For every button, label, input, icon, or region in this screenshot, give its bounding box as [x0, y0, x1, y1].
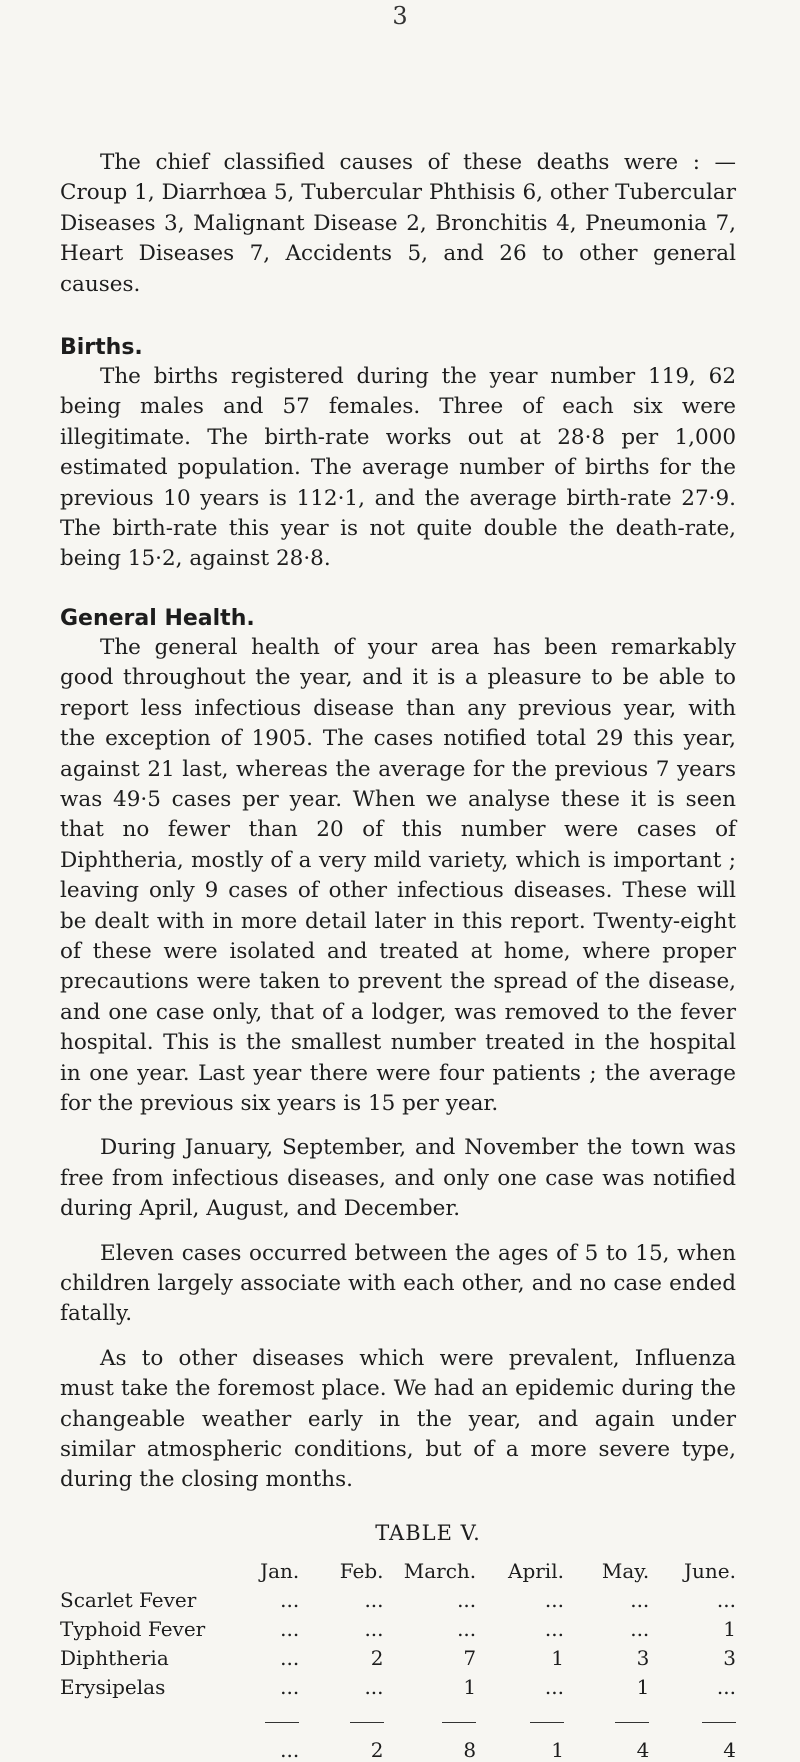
- table-cell: ...: [544, 1587, 564, 1612]
- table-title: TABLE V.: [375, 1520, 481, 1545]
- column-header: April.: [508, 1558, 564, 1583]
- births-paragraph: The births registered during the year number 119, 62 being males and 57 females. Three of each six were illegitimate. The birth-rate works out at 28·8 per 1,000 estimated population. The average number of births for the previous 10 years is 112·1, and the average birth-rate 27·9. The birth-rate this year is not quite double the death-rate, being 15·2, against 28·8.: [60, 364, 736, 572]
- births-heading: Births.: [60, 335, 143, 361]
- table-cell: 3: [636, 1645, 650, 1670]
- general-health-heading: General Health.: [60, 605, 255, 631]
- table-rule-row: [60, 1699, 736, 1728]
- table-cell: 1: [723, 1616, 736, 1641]
- row-label: Typhoid Fever: [60, 1616, 206, 1641]
- row-label: Diphtheria: [60, 1645, 169, 1670]
- table-cell: 1: [551, 1645, 564, 1670]
- table-cell: ...: [630, 1587, 650, 1612]
- table-rule: [649, 1699, 736, 1728]
- total-cell: 2: [370, 1737, 384, 1762]
- general-health-paragraph: As to other diseases which were prevalent, Influenza must take the foremost place. We had an epidemic during the changeable weather early in the year, and again under similar atmospheric conditions, but of a more severe type, during the closing months.: [60, 1345, 736, 1493]
- general-health-paragraph: The general health of your area has been remarkably good throughout the year, and it is a pleasure to be able to report less infectious disease than any previous year, with the exception of 1905. The cases notified total 29 this year, against 21 last, whereas the average for the previous 7 years was 49·5 cases per year. When we analyse these it is seen that no fewer than 20 of this number were cases of Diphtheria, mostly of a very mild variety, which is important ; leaving only 9 cases of other infectious diseases. These will be dealt with in more detail later in this report. Twenty-eight of these were isolated and treated at home, where proper precautions were taken to prevent the spread of the disease, and one case only, that of a lodger, was removed to the fever hospital. This is the smallest number treated in the hospital in one year. Last year there were four patients ; the average for the previous six years is 15 per year.: [60, 634, 736, 1116]
- column-header: May.: [601, 1558, 650, 1583]
- intro-paragraph: The chief classified causes of these deaths were : — Croup 1, Diarrhœa 5, Tubercular Phthisis 6, other Tubercular Diseases 3, Malignant Disease 2, Bronchitis 4, Pneumonia 7, Heart Diseases 7, Accidents 5, and 26 to other general causes.: [60, 150, 736, 297]
- column-header: Jan.: [260, 1558, 300, 1583]
- table-cell: ...: [364, 1674, 384, 1699]
- table-header-row: [60, 1554, 736, 1583]
- table-row: [60, 1670, 736, 1699]
- row-label: Scarlet Fever: [60, 1587, 197, 1612]
- column-header: June.: [684, 1558, 736, 1583]
- total-cell: 8: [463, 1737, 477, 1762]
- table-row: [60, 1641, 736, 1670]
- total-cell: ...: [280, 1737, 300, 1762]
- page-number: 3: [392, 2, 408, 30]
- row-label: Erysipelas: [60, 1674, 166, 1699]
- table-cell: 1: [636, 1674, 650, 1699]
- table-cell: 7: [463, 1645, 477, 1670]
- column-header: Feb.: [339, 1558, 384, 1583]
- table-total-row: [60, 1728, 736, 1762]
- table-rule: [216, 1699, 299, 1728]
- infectious-disease-table: [60, 1554, 736, 1762]
- table-cell: ...: [280, 1616, 300, 1641]
- table-cell: ...: [457, 1587, 477, 1612]
- table-cell: ...: [364, 1616, 384, 1641]
- table-rule: [299, 1699, 383, 1728]
- table-cell: 2: [370, 1645, 384, 1670]
- table-cell: ...: [280, 1587, 300, 1612]
- table-cell: ...: [630, 1616, 650, 1641]
- table-rule: [564, 1699, 649, 1728]
- total-cell: 4: [723, 1737, 736, 1762]
- table-cell: ...: [280, 1674, 300, 1699]
- table-cell: 1: [463, 1674, 477, 1699]
- table-rule: [476, 1699, 564, 1728]
- table-rule: [384, 1699, 477, 1728]
- total-cell: 4: [636, 1737, 650, 1762]
- table-cell: ...: [544, 1616, 564, 1641]
- general-health-paragraph: During January, September, and November the town was free from infectious diseases, and only one case was notified during April, August, and December.: [60, 1135, 736, 1222]
- table-cell: ...: [457, 1616, 477, 1641]
- table-row: [60, 1612, 736, 1641]
- table-cell: ...: [364, 1587, 384, 1612]
- table-cell: ...: [544, 1674, 564, 1699]
- table-cell: 3: [723, 1645, 736, 1670]
- table-corner-cell: [60, 1554, 216, 1583]
- table-cell: ...: [280, 1645, 300, 1670]
- table-cell: ...: [716, 1674, 736, 1699]
- table-row: [60, 1583, 736, 1612]
- report-body: [60, 148, 736, 1762]
- total-cell: 1: [551, 1737, 564, 1762]
- table-cell: ...: [716, 1587, 736, 1612]
- general-health-paragraph: Eleven cases occurred between the ages of 5 to 15, when children largely associate with each other, and no case ended fatally.: [60, 1240, 736, 1327]
- column-header: March.: [403, 1558, 477, 1583]
